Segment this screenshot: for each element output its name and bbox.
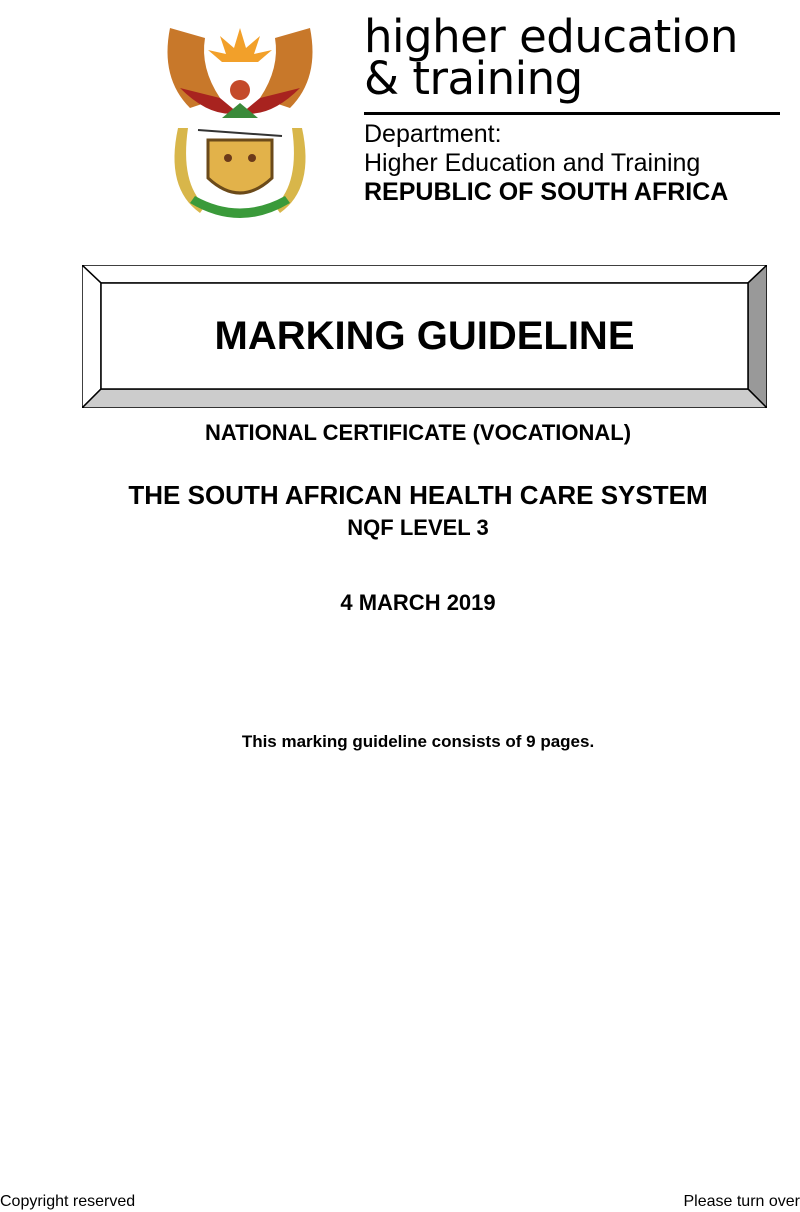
footer-turn-over: Please turn over [683, 1193, 800, 1210]
nqf-level: NQF LEVEL 3 [347, 515, 489, 540]
certificate-name: NATIONAL CERTIFICATE (VOCATIONAL) [204, 420, 632, 445]
exam-date: 4 MARCH 2019 [340, 590, 496, 615]
country-name: REPUBLIC OF SOUTH AFRICA [364, 178, 729, 206]
brand-line-1: higher education [364, 10, 738, 63]
footer-copyright: Copyright reserved [0, 1193, 136, 1210]
subject-name: THE SOUTH AFRICAN HEALTH CARE SYSTEM [128, 480, 708, 510]
coat-of-arms-logo [160, 18, 320, 223]
document-title: MARKING GUIDELINE [214, 313, 635, 358]
header-divider [364, 112, 780, 115]
page-count-note: This marking guideline consists of 9 pages. [241, 732, 595, 751]
brand-line-2: & training [364, 52, 583, 105]
department-label: Department: [364, 120, 502, 148]
department-name: Higher Education and Training [364, 149, 701, 177]
